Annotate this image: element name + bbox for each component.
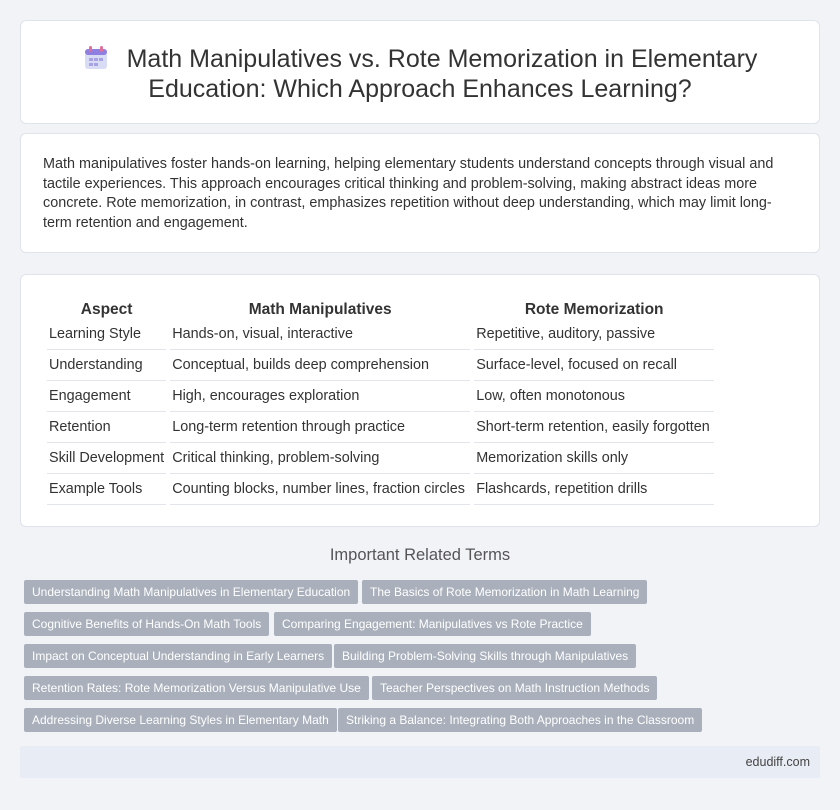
header-manipulatives: Math Manipulatives — [248, 301, 392, 318]
cell-aspect: Engagement — [47, 381, 166, 412]
cell-rote: Flashcards, repetition drills — [474, 474, 714, 505]
related-tag[interactable]: Impact on Conceptual Understanding in Early Learners — [24, 644, 332, 668]
cell-rote: Low, often monotonous — [474, 381, 714, 412]
cell-manipulatives: Conceptual, builds deep comprehension — [170, 350, 470, 381]
footer-site-link[interactable]: edudiff.com — [745, 755, 810, 769]
table-header-row — [47, 295, 714, 319]
cell-rote: Repetitive, auditory, passive — [474, 319, 714, 350]
intro-paragraph: Math manipulatives foster hands-on learning, helping elementary students understand concepts through visual and tactile experiences. This approach encourages critical thinking and problem-solving, making abstract ideas more concrete. Rote memorization, in contrast, emphasizes repetition without deep understanding, which may limit long-term retention and engagement. — [43, 156, 774, 231]
cell-rote: Short-term retention, easily forgotten — [474, 412, 714, 443]
table-row — [47, 474, 714, 505]
related-tag[interactable]: Striking a Balance: Integrating Both Approaches in the Classroom — [338, 708, 702, 732]
footer — [20, 746, 820, 778]
table-row — [47, 350, 714, 381]
related-tag[interactable]: Understanding Math Manipulatives in Elementary Education — [24, 580, 358, 604]
header-rote: Rote Memorization — [524, 301, 664, 318]
related-tag[interactable]: Teacher Perspectives on Math Instruction Methods — [372, 676, 657, 700]
related-tag[interactable]: Retention Rates: Rote Memorization Versus Manipulative Use — [24, 676, 369, 700]
cell-aspect: Skill Development — [47, 443, 166, 474]
cell-rote: Surface-level, focused on recall — [474, 350, 714, 381]
title-card — [20, 20, 820, 124]
related-tag[interactable]: Addressing Diverse Learning Styles in Elementary Math — [24, 708, 337, 732]
title-line-2: Education: Which Approach Enhances Learning? — [148, 75, 692, 103]
calendar-icon — [83, 45, 109, 71]
title-line-1: Math Manipulatives vs. Rote Memorization in Elementary — [126, 45, 758, 73]
table-row — [47, 319, 714, 350]
cell-rote: Memorization skills only — [474, 443, 714, 474]
intro-card — [20, 133, 820, 253]
related-tag[interactable]: Cognitive Benefits of Hands-On Math Tools — [24, 612, 269, 636]
comparison-card — [20, 274, 820, 527]
related-tag[interactable]: Comparing Engagement: Manipulatives vs Rote Practice — [274, 612, 591, 636]
related-tag[interactable]: Building Problem-Solving Skills through Manipulatives — [334, 644, 636, 668]
cell-aspect: Example Tools — [47, 474, 166, 505]
table-row — [47, 443, 714, 474]
cell-manipulatives: Critical thinking, problem-solving — [170, 443, 470, 474]
page-title — [21, 44, 819, 104]
comparison-table — [43, 295, 718, 505]
cell-aspect: Retention — [47, 412, 166, 443]
related-terms-heading: Important Related Terms — [329, 546, 511, 564]
cell-aspect: Learning Style — [47, 319, 166, 350]
related-tag[interactable]: The Basics of Rote Memorization in Math Learning — [362, 580, 647, 604]
header-aspect: Aspect — [80, 301, 133, 318]
cell-manipulatives: High, encourages exploration — [170, 381, 470, 412]
cell-manipulatives: Counting blocks, number lines, fraction circles — [170, 474, 470, 505]
table-row — [47, 412, 714, 443]
cell-manipulatives: Long-term retention through practice — [170, 412, 470, 443]
cell-manipulatives: Hands-on, visual, interactive — [170, 319, 470, 350]
cell-aspect: Understanding — [47, 350, 166, 381]
table-row — [47, 381, 714, 412]
